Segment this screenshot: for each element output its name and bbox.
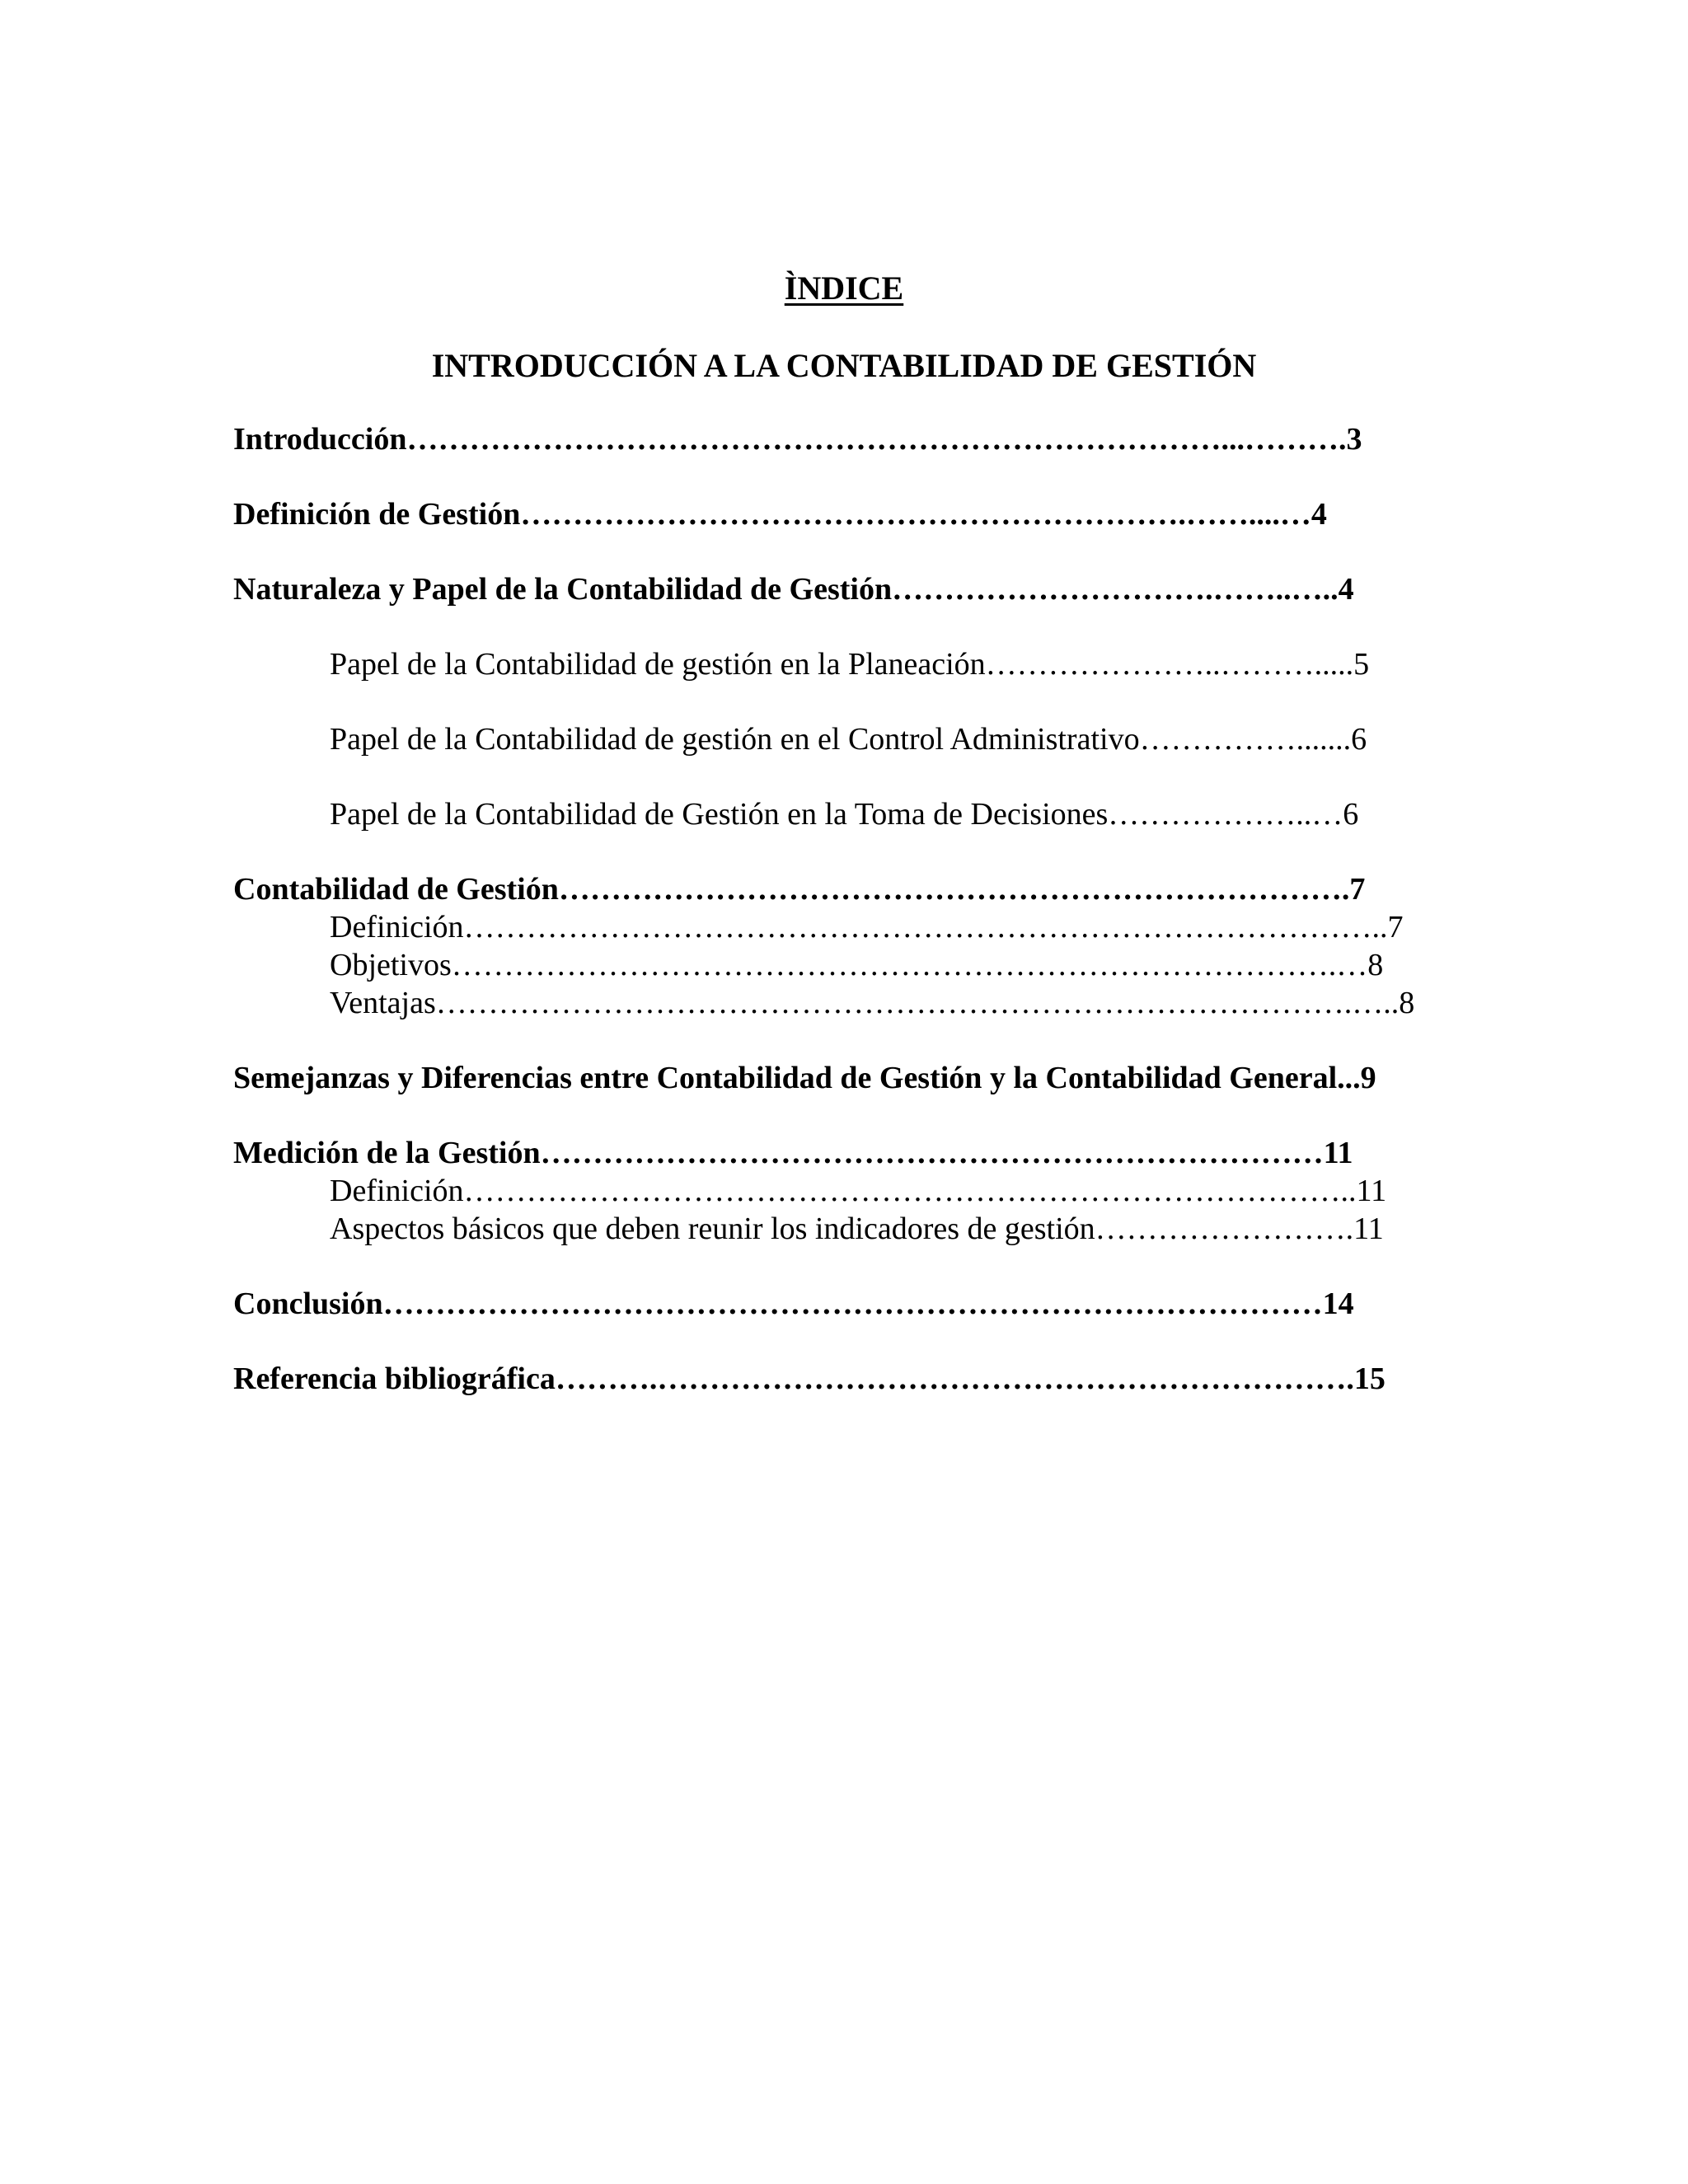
toc-entry-papel-planeacion: Papel de la Contabilidad de gestión en la Planeación…………………..……….....5 — [330, 647, 1370, 682]
toc-entry-definicion-gestion: Definición de Gestión……………………………………………………….……....…4 — [233, 497, 1327, 532]
document-title: INTRODUCCIÓN A LA CONTABILIDAD DE GESTIÓN — [431, 347, 1257, 384]
toc-entry-cg-objetivos: Objetivos………………………………………………………………………….…8 — [330, 948, 1384, 982]
toc-entry-conclusion: Conclusión………………………………………………………………………………14 — [233, 1286, 1354, 1321]
toc-entry-referencia: Referencia bibliográfica……….………………………………………………………….15 — [233, 1361, 1386, 1396]
toc-entry-naturaleza-papel: Naturaleza y Papel de la Contabilidad de Gestión………………………….……..…..4 — [233, 572, 1354, 607]
toc-entry-semejanzas-diferencias: Semejanzas y Diferencias entre Contabilidad de Gestión y la Contabilidad General...9 — [233, 1061, 1376, 1095]
toc-entry-papel-decisiones: Papel de la Contabilidad de Gestión en la Toma de Decisiones………………..…6 — [330, 797, 1359, 832]
toc-entry-introduccion: Introducción……………………………………………………………………...……….3 — [233, 422, 1362, 457]
toc-entry-papel-control: Papel de la Contabilidad de gestión en el Control Administrativo…………….......6 — [330, 722, 1367, 757]
toc-entry-cg-definicion: Definición……………………………………………………………………………..7 — [330, 910, 1404, 944]
index-heading: ÌNDICE — [784, 269, 904, 307]
toc-entry-contabilidad-gestion: Contabilidad de Gestión………………………………………………………………….7 — [233, 872, 1366, 907]
toc-entry-mg-aspectos: Aspectos básicos que deben reunir los indicadores de gestión…………………….11 — [330, 1212, 1384, 1246]
toc-entry-mg-definicion: Definición…………………………………………………………………………..11 — [330, 1174, 1387, 1208]
toc-entry-cg-ventajas: Ventajas…………………………………………………………………………….…..8 — [330, 986, 1415, 1020]
toc-entry-medicion-gestion: Medición de la Gestión…………………………………………………………………11 — [233, 1136, 1353, 1170]
